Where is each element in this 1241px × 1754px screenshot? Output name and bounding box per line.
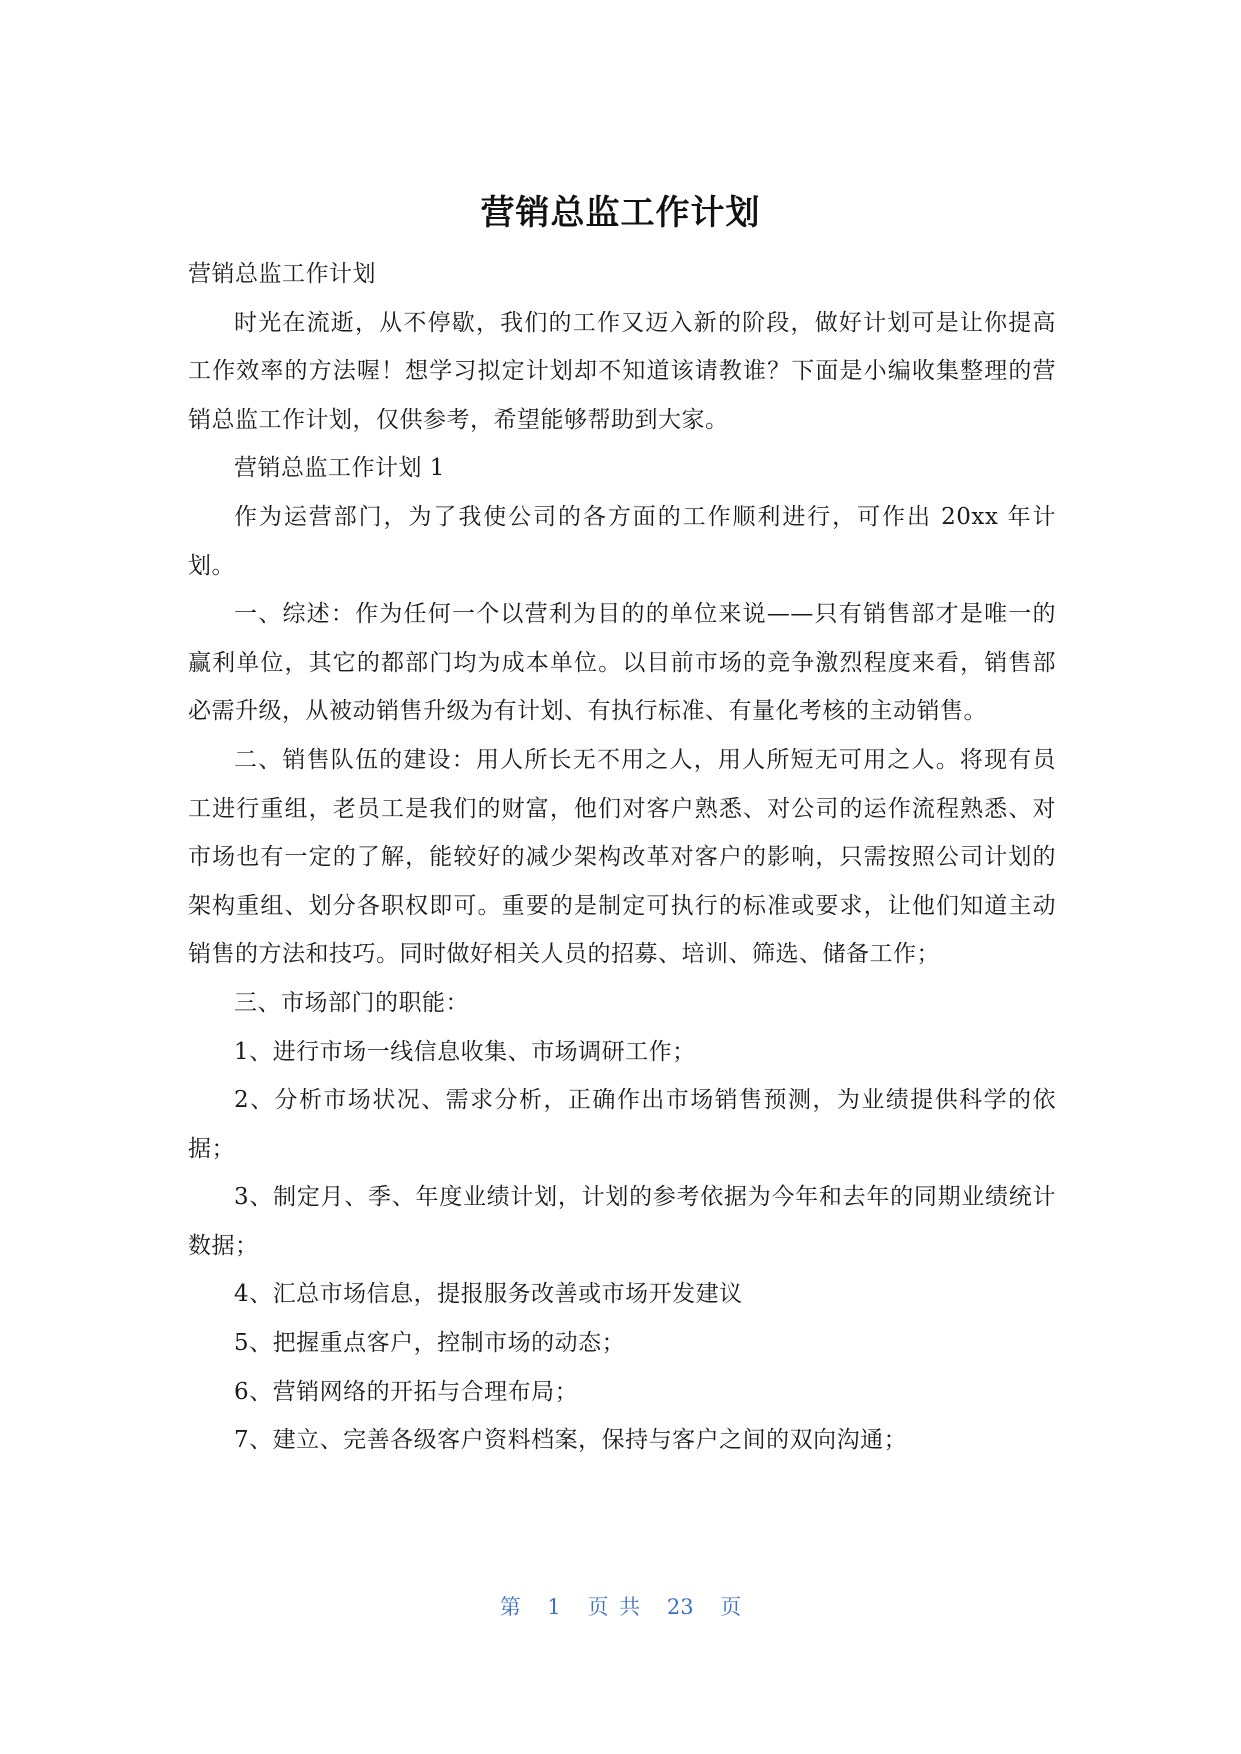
list-item: 4、汇总市场信息，提报服务改善或市场开发建议 [234, 1281, 743, 1308]
section-heading: 营销总监工作计划 1 [234, 455, 445, 482]
list-item: 1、进行市场一线信息收集、市场调研工作； [234, 1038, 696, 1065]
footer-prefix: 第 [499, 1595, 521, 1619]
page-title: 营销总监工作计划 [480, 193, 761, 233]
list-item: 6、营销网络的开拓与合理布局； [234, 1378, 579, 1405]
footer-suffix: 页 [720, 1595, 742, 1619]
paragraph: 三、市场部门的职能： [234, 989, 469, 1016]
document-body [188, 250, 1056, 1465]
list-item: 7、建立、完善各级客户资料档案，保持与客户之间的双向沟通； [234, 1427, 908, 1454]
paragraph: 一、综述：作为任何一个以营利为目的的单位来说——只有销售部才是唯一的赢利单位，其它的都部门均为成本单位。以目前市场的竞争激烈程度来看，销售部必需升级，从被动销售升级为有计划、有执行标准、有量化考核的主动销售。 [188, 601, 1056, 725]
list-item: 3、制定月、季、年度业绩计划，计划的参考依据为今年和去年的同期业绩统计数据； [188, 1184, 1056, 1259]
total-pages-number: 23 [666, 1595, 694, 1619]
page-footer [0, 1592, 1241, 1622]
footer-middle: 页 共 [587, 1595, 641, 1619]
paragraph-intro: 时光在流逝，从不停歇，我们的工作又迈入新的阶段，做好计划可是让你提高工作效率的方法喔！想学习拟定计划却不知道该请教谁？下面是小编收集整理的营销总监工作计划，仅供参考，希望能够帮助到大家。 [188, 309, 1056, 433]
paragraph: 二、销售队伍的建设：用人所长无不用之人，用人所短无可用之人。将现有员工进行重组，老员工是我们的财富，他们对客户熟悉、对公司的运作流程熟悉、对市场也有一定的了解，能较好的减少架构改革对客户的影响，只需按照公司计划的架构重组、划分各职权即可。重要的是制定可执行的标准或要求，让他们知道主动销售的方法和技巧。同时做好相关人员的招募、培训、筛选、储备工作； [188, 746, 1056, 968]
list-item: 5、把握重点客户，控制市场的动态； [234, 1330, 626, 1357]
current-page-number: 1 [547, 1595, 561, 1619]
paragraph: 作为运营部门，为了我使公司的各方面的工作顺利进行，可作出 20xx 年计划。 [188, 503, 1056, 579]
paragraph-subtitle: 营销总监工作计划 [188, 261, 376, 287]
list-item: 2、分析市场状况、需求分析，正确作出市场销售预测，为业绩提供科学的依据； [188, 1087, 1056, 1162]
